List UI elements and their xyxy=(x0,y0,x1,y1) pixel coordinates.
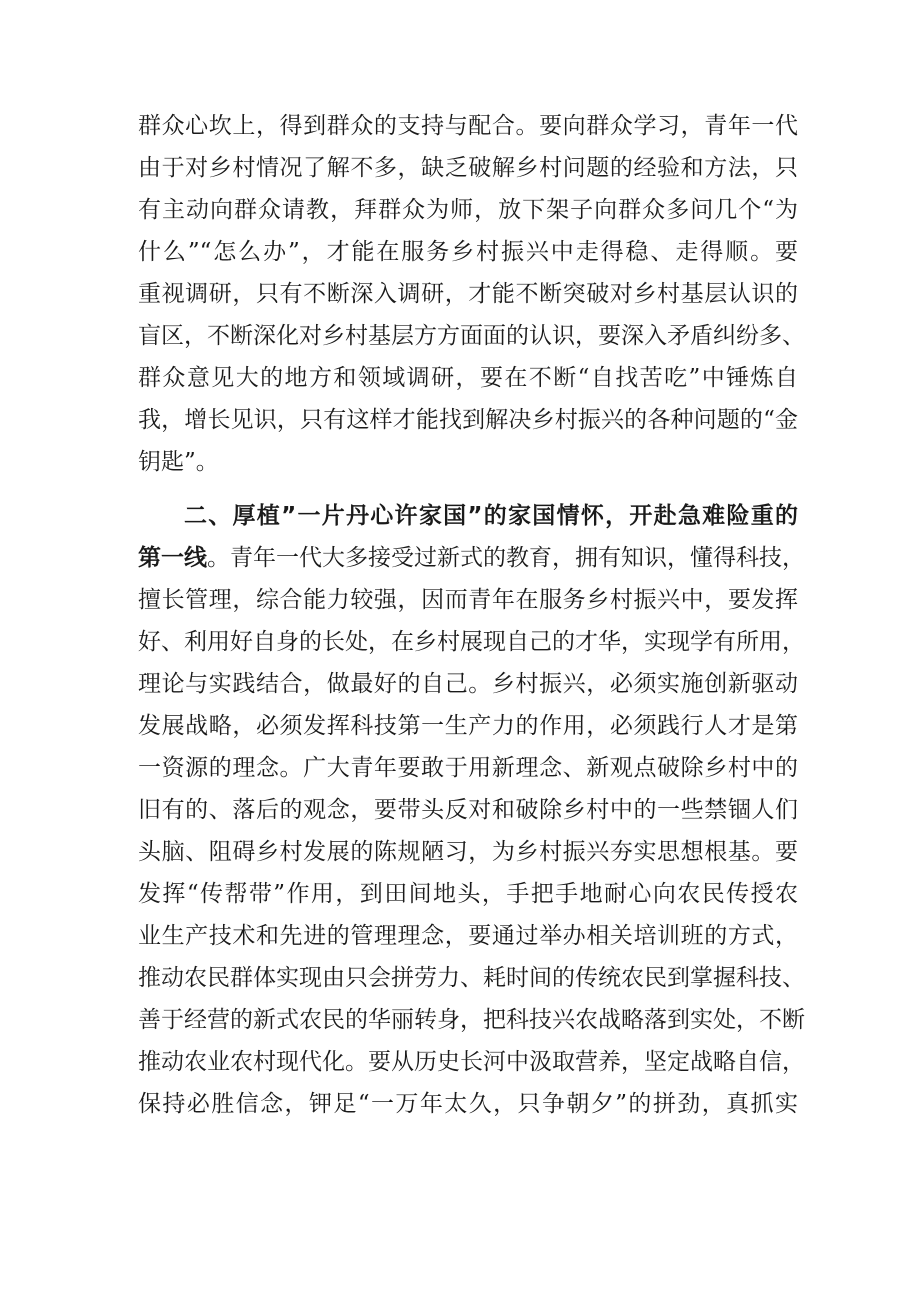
paragraph-2-line-8: 头脑、阻碍乡村发展的陈规陋习，为乡村振兴夯实思想根基。要 xyxy=(138,839,798,865)
paragraph-2-line-10: 业生产技术和先进的管理理念，要通过举办相关培训班的方式， xyxy=(138,923,798,949)
paragraph-1-line-2: 由于对乡村情况了解不多，缺乏破解乡村问题的经验和方法，只 xyxy=(138,155,798,181)
paragraph-2-line-2: 擅长管理，综合能力较强，因而青年在服务乡村振兴中，要发挥 xyxy=(138,587,798,613)
paragraph-1-line-5: 重视调研，只有不断深入调研，才能不断突破对乡村基层认识的 xyxy=(138,281,798,307)
paragraph-2-line-6: 一资源的理念。广大青年要敢于用新理念、新观点破除乡村中的 xyxy=(138,755,798,781)
section-heading: 二、厚植”一片丹心许家国”的家国情怀，开赴急难险重的 xyxy=(184,503,798,529)
paragraph-2-line-1 xyxy=(138,538,805,578)
paragraph-2-line-7: 旧有的、落后的观念，要带头反对和破除乡村中的一些禁锢人们 xyxy=(138,797,798,823)
paragraph-1-line-8: 我，增长见识，只有这样才能找到解决乡村振兴的各种问题的“金 xyxy=(138,407,798,433)
paragraph-2-line-14: 保持必胜信念，钾足“一万年太久，只争朝夕”的拼劲，真抓实 xyxy=(138,1091,798,1117)
paragraph-1-line-6: 盲区，不断深化对乡村基层方方面面的认识，要深入矛盾纠纷多、 xyxy=(138,323,805,349)
paragraph-2-line-5: 发展战略，必须发挥科技第一生产力的作用，必须践行人才是第 xyxy=(138,713,798,739)
paragraph-2-line-11: 推动农民群体实现由只会拼劳力、耗时间的传统农民到掌握科技、 xyxy=(138,965,805,991)
paragraph-1-line-3: 有主动向群众请教，拜群众为师，放下架子向群众多问几个“为 xyxy=(138,197,798,223)
paragraph-2-line-3: 好、利用好自身的长处，在乡村展现自己的才华，实现学有所用， xyxy=(138,629,805,655)
paragraph-2-line-12: 善于经营的新式农民的华丽转身，把科技兴农战略落到实处，不断 xyxy=(138,1007,805,1033)
paragraph-1-line-9: 钥匙”。 xyxy=(138,449,219,475)
paragraph-2-line-13: 推动农业农村现代化。要从历史长河中汲取营养，坚定战略自信， xyxy=(138,1049,805,1075)
paragraph-1-line-7: 群众意见大的地方和领域调研，要在不断“自找苦吃”中锤炼自 xyxy=(138,365,798,391)
paragraph-2-line-9: 发挥“传帮带”作用，到田间地头，手把手地耐心向农民传授农 xyxy=(138,881,798,907)
paragraph-1-line-1: 群众心坎上，得到群众的支持与配合。要向群众学习，青年一代 xyxy=(138,113,798,139)
paragraph-2-line-1-text: 。青年一代大多接受过新式的教育，拥有知识，懂得科技， xyxy=(207,545,805,571)
paragraph-2-line-4: 理论与实践结合，做最好的自己。乡村振兴，必须实施创新驱动 xyxy=(138,671,798,697)
section-heading-end: 第一线 xyxy=(138,545,207,571)
paragraph-1-line-4: 什么”“怎么办”，才能在服务乡村振兴中走得稳、走得顺。要 xyxy=(138,239,798,265)
